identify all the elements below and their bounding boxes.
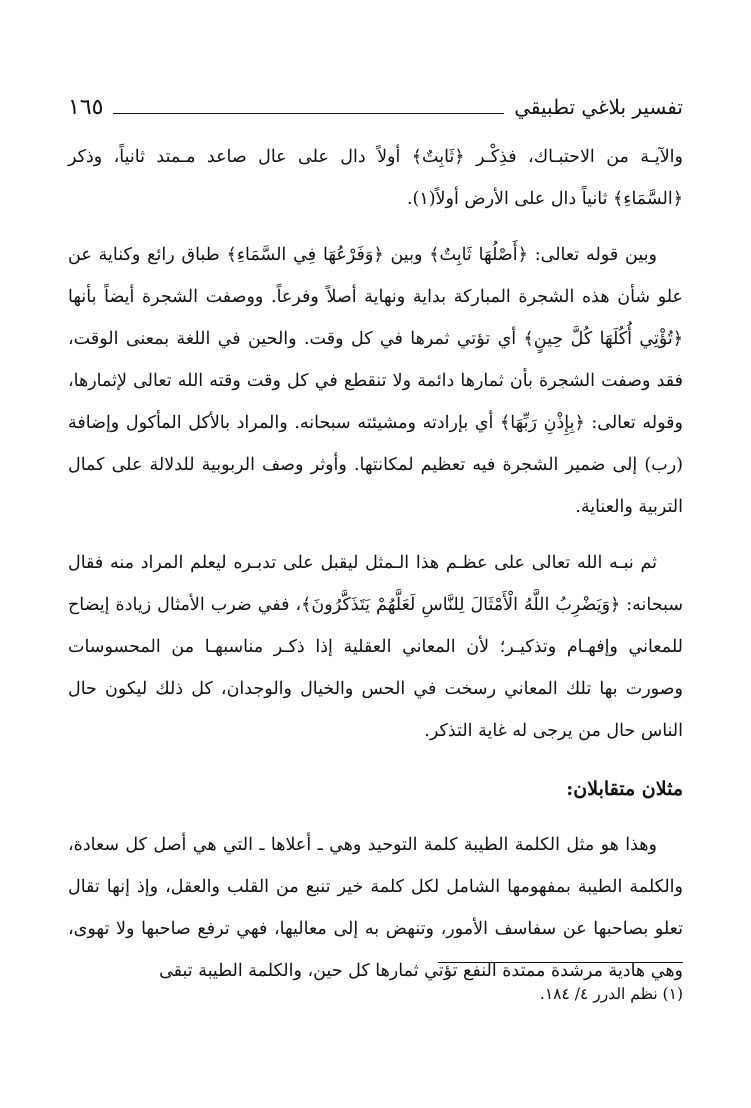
running-title: تفسير بلاغي تطبيقي bbox=[514, 95, 683, 119]
footnote-divider bbox=[438, 962, 683, 963]
section-heading: مثلان متقابلان: bbox=[566, 778, 683, 800]
footnote: (١) نظم الدرر ٤/ ١٨٤. bbox=[539, 985, 683, 1003]
page-header bbox=[68, 92, 683, 122]
header-divider bbox=[113, 113, 504, 114]
paragraph-4: وهذا هو مثل الكلمة الطيبة كلمة التوحيد وهي ـ أعلاها ـ التي هي أصل كل سعادة، والكلمة الطيبة بمفهومها الشامل لكل كلمة خير تنبع من القلب والعقل، وإذ إنها تقال تعلو بصاحبها عن سفاسف الأمور، وتنهض به إلى معاليها، فهي ترفع صاحبها ولا تهوى، وهي هادية مرشدة ممتدة النفع تؤتي ثمارها كل حين، والكلمة الطيبة تبقى bbox=[68, 835, 683, 981]
paragraph-3: ثم نبـه الله تعالى على عظـم هذا الـمثل ليقبل على تدبـره ليعلم المراد منه فقال سبحانه: ﴿وَيَضْرِبُ اللَّهُ الْأَمْثَالَ لِلنَّاسِ لَعَلَّهُمْ يَتَذَكَّرُونَ﴾، ففي ضرب الأمثال زيادة إيضاح للمعاني وإفهـام وتذكيـر؛ لأن المعاني العقلية إذا ذكـر مناسبهـا من المحسوسات وصورت بها تلك المعاني رسخت في الحس والخيال والوجدان، كل ذلك ليكون حال الناس حال من يرجى له غاية التذكر. bbox=[68, 553, 683, 741]
page-number: ١٦٥ bbox=[68, 94, 104, 120]
paragraph-2: وبين قوله تعالى: ﴿أَصْلُهَا ثَابِتٌ﴾ وبين ﴿وَفَرْعُهَا فِي السَّمَاءِ﴾ طباق رائع وكناية عن علو شأن هذه الشجرة المباركة بداية ونهاية أصلاً وفرعاً. ووصفت الشجرة أيضاً بأنها ﴿تُؤْتِي أُكُلَهَا كُلَّ حِينٍ﴾ أي تؤتي ثمرها في كل وقت. والحين في اللغة بمعنى الوقت، فقد وصفت الشجرة بأن ثمارها دائمة ولا تنقطع في كل وقت وقته الله تعالى لإثمارها، وقوله تعالى: ﴿بِإِذْنِ رَبِّهَا﴾ أي بإرادته ومشيئته سبحانه. والمراد بالأكل المأكول وإضافة (رب) إلى ضمير الشجرة فيه تعظيم لمكانتها. وأوثر وصف الربوبية للدلالة على كمال التربية والعناية. bbox=[68, 245, 683, 517]
paragraph-1: والآيـة من الاحتبـاك، فذِكْـر ﴿ثَابِتٌ﴾ أولاً دال على عال صاعد مـمتد ثانياً، وذكر ﴿السَّمَاءِ﴾ ثانياً دال على الأرض أولاً(١). bbox=[68, 147, 683, 209]
page-body bbox=[68, 136, 683, 1006]
